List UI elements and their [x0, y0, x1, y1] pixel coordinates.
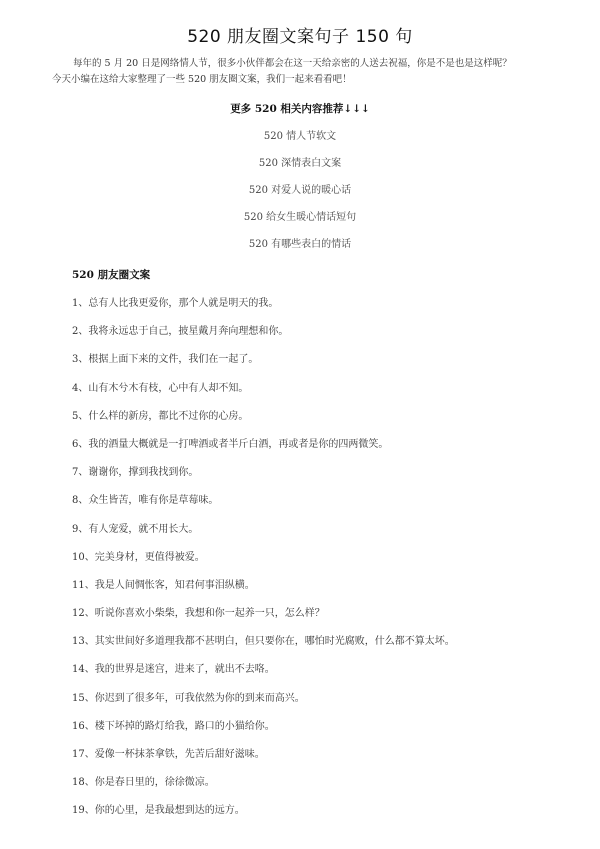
sentence-item: 13、其实世间好多道理我都不甚明白，但只要你在，哪怕时光腐败，什么都不算太坏。 [72, 636, 455, 648]
intro-line-2: 今天小编在这给大家整理了一些 520 朋友圈文案，我们一起来看看吧！ [52, 74, 352, 85]
related-link[interactable]: 520 对爱人说的暖心话 [248, 185, 352, 196]
sentence-item: 12、听说你喜欢小柴柴，我想和你一起养一只，怎么样？ [72, 608, 325, 620]
sentence-item: 14、我的世界是迷宫，进来了，就出不去咯。 [72, 664, 275, 676]
intro-line-1: 每年的 5 月 20 日是网络情人节，很多小伙伴都会在这一天给亲密的人送去祝福，你是不是也是这样呢？ [73, 58, 512, 69]
related-link[interactable]: 520 情人节软文 [263, 131, 337, 142]
related-link[interactable]: 520 深情表白文案 [258, 158, 342, 169]
sentence-item: 6、我的酒量大概就是一打啤酒或者半斤白酒，再或者是你的四两微笑。 [72, 438, 389, 450]
intro-paragraph [54, 56, 576, 88]
sentence-item: 11、我是人间惆怅客，知君何事泪纵横。 [72, 579, 255, 591]
sentence-item: 18、你是春日里的，徐徐微凉。 [72, 777, 215, 789]
related-links-list [0, 127, 600, 262]
section-heading: 520 朋友圈文案 [72, 269, 151, 281]
sentence-item: 15、你迟到了很多年，可我依然为你的到来而高兴。 [72, 692, 305, 704]
related-content-heading: 更多 520 相关内容推荐↓↓↓ [230, 103, 370, 115]
sentence-item: 5、什么样的新房，都比不过你的心房。 [72, 410, 249, 422]
sentence-item: 17、爱像一杯抹茶拿铁，先苦后甜好滋味。 [72, 749, 265, 760]
sentence-item: 19、你的心里，是我最想到达的远方。 [72, 805, 245, 817]
sentence-item: 9、有人宠爱，就不用长大。 [72, 523, 199, 535]
sentence-item: 4、山有木兮木有枝，心中有人却不知。 [72, 382, 249, 394]
sentence-item: 7、谢谢你，撑到我找到你。 [72, 467, 199, 479]
sentence-item: 2、我将永远忠于自己，披星戴月奔向理想和你。 [72, 326, 289, 338]
sentence-item: 8、众生皆苦，唯有你是草莓味。 [72, 495, 219, 507]
sentence-list [72, 294, 572, 830]
sentence-item: 1、总有人比我更爱你，那个人就是明天的我。 [72, 298, 279, 309]
sentence-item: 3、根据上面下来的文件，我们在一起了。 [72, 354, 259, 366]
related-link[interactable]: 520 给女生暖心情话短句 [243, 212, 357, 223]
page-title: 520 朋友圈文案句子 150 句 [187, 27, 413, 47]
sentence-item: 16、楼下坏掉的路灯给我，路口的小猫给你。 [72, 720, 275, 732]
sentence-item: 10、完美身材，更值得被爱。 [72, 551, 205, 563]
related-link[interactable]: 520 有哪些表白的情话 [248, 239, 352, 250]
